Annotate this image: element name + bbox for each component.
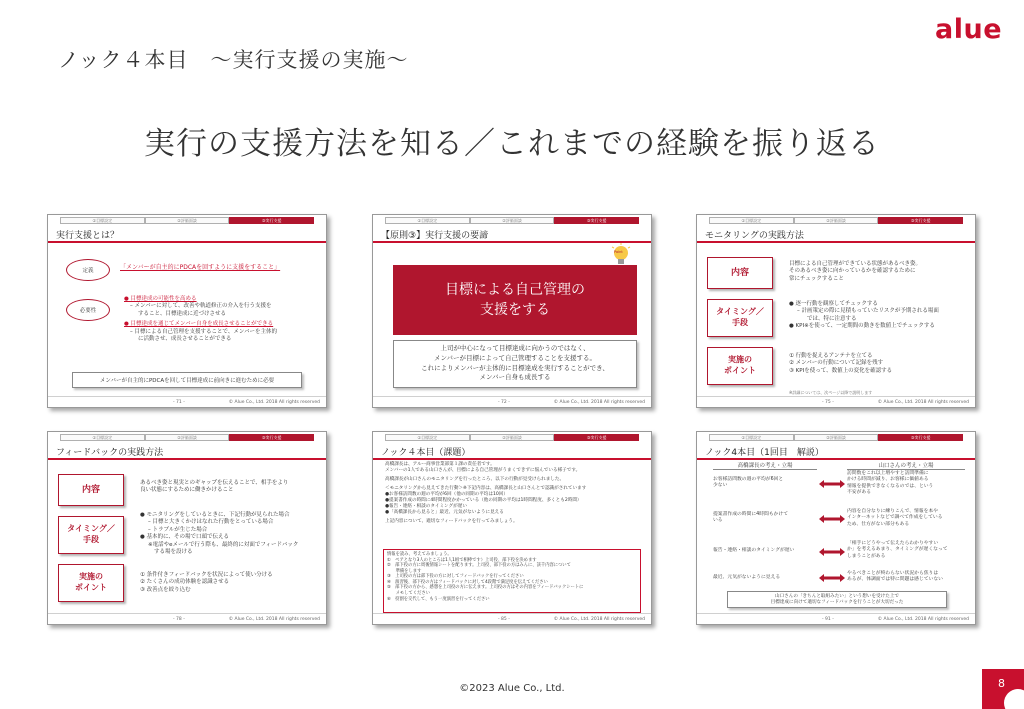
text-line: 常にチェックすること — [789, 275, 844, 282]
description-line: これによりメンバーが主体的に目標達成を実行することができ、 — [421, 363, 609, 372]
description-line: メンバー自身も成長する — [479, 373, 551, 382]
sub-bullet: に活動させ、成長させることができる — [138, 336, 232, 343]
text-line: あるが、体調面では特に問題は感じていない — [847, 577, 943, 583]
text-line: 上記内容について、適切なフィードバックを行ってみましょう。 — [385, 518, 518, 524]
point-text — [140, 572, 273, 594]
slide-thumbnail-78[interactable] — [47, 431, 327, 625]
text-line: 高橋課長は、アルー商事営業部第１課の責任者です。 — [385, 462, 495, 467]
slide-footer — [48, 396, 326, 407]
corner-arc — [1004, 689, 1024, 709]
member-view-1 — [847, 471, 933, 497]
text-line: インターネットなどで調べて作成をしている — [847, 515, 943, 521]
slide-tabs — [60, 434, 314, 441]
text-line: ① 条件付きフィードバックを状況によって使い分ける — [140, 572, 273, 578]
double-arrow-icon — [819, 515, 845, 523]
slide-title: 実行支援とは？ — [56, 231, 120, 241]
text-line: いる — [713, 518, 723, 524]
content-box: 内容 — [58, 474, 124, 506]
text-line: あるべき姿と現実とのギャップを伝えることで、相手をより — [140, 480, 289, 486]
exercise-instructions-box — [383, 549, 641, 613]
slide-footer — [697, 396, 975, 407]
manager-view-4 — [713, 575, 780, 581]
member-view-4 — [847, 571, 943, 584]
text-line: 情報を提供できなくなるのでは、という — [847, 483, 934, 489]
text-line: ため、仕方がない部分もある — [847, 521, 910, 527]
slide-page-number: - 72 - — [498, 400, 510, 405]
timing-label: 手段 — [83, 535, 99, 544]
slide-tabs — [709, 434, 963, 441]
sub-bullet: – 目標による自己管理を支援することで、メンバーを主体的 — [130, 328, 278, 335]
slide-title: 【原則③】実行支援の要諦 — [381, 231, 489, 241]
slide-page-number: - 78 - — [173, 617, 185, 622]
slide-copyright: © Alue Co., Ltd. 2018 All rights reserved — [877, 617, 969, 622]
bullet: ● 目標達成の可能性を高める — [124, 296, 197, 302]
text-line: か」を考えるあまり、タイミングが遅くなって — [847, 547, 948, 553]
summary-box: メンバーが自主的にPDCAを回して目標達成に前向きに進むために必要 — [72, 372, 302, 388]
point-label: 実施の — [728, 355, 752, 365]
slide-title: ノック４本目（課題） — [381, 448, 471, 458]
text-line: ③ 上司役の方は部下役の方に対してフィードバックを行ってください — [387, 574, 524, 580]
tab-evaluation: ②評価面談 — [794, 434, 879, 441]
timing-text — [789, 301, 939, 331]
necessity-label: 必要性 — [66, 299, 110, 321]
point-box — [58, 564, 124, 602]
title-divider — [48, 458, 326, 460]
double-arrow-icon — [819, 574, 845, 582]
text-line: ●提案書作成の時間に4時間程度かかっている（他の同期の平均は1時間程度、多くとも2時間） — [385, 497, 582, 503]
slide-page-number: - 71 - — [173, 400, 185, 405]
slide-copyright: © Alue Co., Ltd. 2018 All rights reserved — [228, 400, 320, 405]
slide-thumbnail-72[interactable] — [372, 214, 652, 408]
member-view-2 — [847, 509, 943, 528]
slide-thumbnail-75[interactable] — [696, 214, 976, 408]
text-line: 内容を自分なりに練りこんで、情報を本や — [847, 509, 939, 514]
tab-evaluation: ②評価面談 — [470, 434, 555, 441]
slide-title: ノック4本目（1回目 解説） — [705, 448, 824, 458]
title-divider — [48, 241, 326, 243]
text-line: – 目標と大きくかけはなれた行動をとっている場合 — [148, 519, 274, 526]
tab-goal-setting: ①目標設定 — [709, 434, 794, 441]
timing-box — [58, 516, 124, 554]
description-line: メンバーが目標によって自己管理することを支援する。 — [433, 353, 597, 362]
tab-evaluation: ②評価面談 — [794, 217, 879, 224]
text-line: 不安がある — [847, 490, 871, 496]
tab-execution-support: ③実行支援 — [229, 217, 314, 224]
bullet: ● 目標達成を通じてメンバー自身を成長させることができる — [124, 321, 274, 328]
tab-execution-support: ③実行支援 — [554, 434, 639, 441]
text-line: ●「高橋課長から見ると」最近、元気がないように見える — [385, 509, 504, 515]
lightbulb-icon — [611, 243, 631, 267]
text-line: 「相手にどうやって伝えたらわかりやすい — [847, 541, 939, 546]
text-line: メモしてください — [387, 591, 430, 597]
slide-thumbnail-71[interactable] — [47, 214, 327, 408]
column-header-manager: 高橋課長の考え・立場 — [713, 461, 817, 470]
text-line: ② 部下役の方に周後情報シートを配ります。上司役、部下役の方はみんに、該千内容について — [387, 563, 571, 569]
text-line: ⑥ 役割を交代して、もう一度演習を行ってください — [387, 596, 490, 602]
slide-title: フィードバックの実践方法 — [56, 448, 164, 458]
text-line: やるべきことが終わらない状況から焦りは — [847, 571, 939, 576]
slide-thumbnail-91[interactable] — [696, 431, 976, 625]
text-line: ① ペアとなり3人のところは1人1組で相棒です）上司役、部下役を決めます — [387, 557, 537, 563]
necessity-text — [124, 296, 277, 344]
headline: 実行の支援方法を知る／これまでの経験を振り返る — [144, 126, 880, 162]
text-line: – トラブルが生じた場合 — [148, 526, 208, 533]
copyright: ©2023 Alue Co., Ltd. — [459, 683, 565, 694]
point-text — [789, 353, 892, 375]
text-line: – 計画策定の際に見積もっていたリスクが予期される場面 — [797, 308, 939, 315]
text-line: 目標達成に向けて適切なフィードバックを行うことが大切だった — [770, 599, 904, 605]
description-box — [393, 340, 637, 388]
text-line: 準備をします — [387, 568, 422, 574]
tab-execution-support: ③実行支援 — [229, 434, 314, 441]
footnote: ※詳細については、次ページ以降で説明します — [789, 390, 873, 395]
page-number-badge — [982, 669, 1024, 709]
tab-goal-setting: ①目標設定 — [385, 434, 470, 441]
text-line: ●報告・連絡・相談のタイミングが遅い — [385, 503, 467, 509]
manager-view-3 — [713, 548, 794, 554]
text-line: しまうことがある — [847, 553, 886, 559]
member-view-3 — [847, 541, 948, 560]
point-box — [707, 347, 773, 385]
main-message-line: 支援をする — [480, 302, 550, 318]
column-header-member: 山口さんの考え・立場 — [847, 461, 965, 470]
tab-execution-support: ③実行支援 — [878, 434, 963, 441]
slide-title: モニタリングの実践方法 — [705, 231, 804, 241]
double-arrow-icon — [819, 548, 845, 556]
timing-label: 手段 — [732, 318, 748, 327]
tab-evaluation: ②評価面談 — [145, 217, 230, 224]
definition-label: 定義 — [66, 259, 110, 281]
title-divider — [373, 241, 651, 243]
text-line: ＜モニタリングから見えてきた行動＞※下記内容は、高橋課長と山口さんとで認識がされています — [385, 485, 587, 491]
text-line: ● KPI※を使って、一定期間の動きを数値上でチェックする — [789, 323, 935, 330]
definition-text: 「メンバーが自主的にPDCAを回すように支援をすること」 — [120, 264, 281, 271]
text-line: ④ 演習後、部下役の方はフィードバックに対して4段階で満足度を伝えてください — [387, 579, 548, 585]
main-message-line: 目標による自己管理の — [445, 281, 585, 298]
slide-tabs — [385, 434, 639, 441]
page-title: ノック４本目 〜実行支援の実施〜 — [58, 48, 409, 72]
timing-label: タイミング／ — [67, 524, 115, 534]
sub-bullet: – メンバーに対して、改善や軌道修正の介入を行う支援を — [130, 303, 272, 310]
timing-label: タイミング／ — [716, 307, 764, 317]
text-line: 訪問数をこれ以上増やすと訪問準備に — [847, 471, 929, 476]
double-arrow-icon — [819, 480, 845, 488]
slide-tabs — [709, 217, 963, 224]
text-line: ● 逐一行動を観察してチェックする — [789, 301, 878, 307]
text-line: 高橋課長が山口さんのモニタリングを行ったところ、以下の行動が見受けられました。 — [385, 476, 565, 482]
manager-view-2 — [713, 512, 788, 525]
text-line: ① 行動を捉えるアンテナを立てる — [789, 353, 873, 359]
text-line: 良い状態にするために働きかけること — [140, 487, 234, 494]
manager-view-1 — [713, 477, 783, 490]
sub-bullet: すること、目標達成に近づけさせる — [138, 310, 227, 317]
text-line: 山口さんの「きちんと取組みたい」という想いを受けた上で — [774, 593, 900, 599]
text-line: ※電話やeメールで行う際も、最終的に対面でフィードバック — [148, 541, 299, 548]
text-line: ② メンバーの行動について記録を残す — [789, 360, 884, 367]
slide-page-number: - 85 - — [498, 617, 510, 622]
slide-tabs — [60, 217, 314, 224]
slide-copyright: © Alue Co., Ltd. 2018 All rights reserved — [877, 400, 969, 405]
text-line: ● モニタリングをしているときに、下記行動が見られた場合 — [140, 512, 290, 518]
content-text — [140, 480, 288, 495]
case-text — [385, 462, 586, 525]
tab-goal-setting: ①目標設定 — [709, 217, 794, 224]
tab-execution-support: ③実行支援 — [878, 217, 963, 224]
point-label: ポイント — [75, 583, 107, 592]
tab-evaluation: ②評価面談 — [470, 217, 555, 224]
page-number: 8 — [998, 677, 1005, 690]
text-line: 目標による自己管理ができている状態があるべき姿。 — [789, 261, 922, 267]
timing-box — [707, 299, 773, 337]
title-divider — [697, 458, 975, 460]
slide-footer — [373, 613, 651, 624]
summary-box — [727, 591, 947, 608]
text-line: お客様訪問数の週の平均が6回と — [713, 477, 784, 482]
tab-goal-setting: ①目標設定 — [60, 217, 145, 224]
text-line: メンバーの1人である山口さんが、目標による自己管理がうまくできずに悩んでいる様子です。 — [385, 467, 581, 473]
title-divider — [373, 458, 651, 460]
timing-text — [140, 512, 298, 557]
tab-goal-setting: ①目標設定 — [60, 434, 145, 441]
text-line: 最近、元気がないように見える — [713, 575, 781, 580]
text-line: 少ない — [713, 483, 728, 489]
text-line: ●お客様訪問数の週の平均が6回（他の同期の平均は10回） — [385, 491, 509, 497]
slide-footer — [697, 613, 975, 624]
text-line: ③ 改善点を絞り込む — [140, 586, 191, 593]
content-box: 内容 — [707, 257, 773, 289]
point-label: 実施の — [79, 572, 103, 582]
text-line: 提案書作成の時間に4時間もかけて — [713, 512, 789, 517]
slide-page-number: - 75 - — [822, 400, 834, 405]
slide-page-number: - 91 - — [822, 617, 834, 622]
slide-thumbnail-85[interactable] — [372, 431, 652, 625]
tab-execution-support: ③実行支援 — [554, 217, 639, 224]
content-text — [789, 261, 921, 283]
slide-copyright: © Alue Co., Ltd. 2018 All rights reserved — [553, 400, 645, 405]
text-line: ③ KPIを使って、数値上の変化を確認する — [789, 367, 893, 374]
tab-evaluation: ②評価面談 — [145, 434, 230, 441]
text-line: する場を設ける — [154, 549, 193, 556]
slide-copyright: © Alue Co., Ltd. 2018 All rights reserved — [228, 617, 320, 622]
title-divider — [697, 241, 975, 243]
slide-footer — [373, 396, 651, 407]
point-label: ポイント — [724, 366, 756, 375]
alue-logo: alue — [935, 14, 1003, 45]
text-line: ⑤ 部下役の方から、感想を上司役の方に伝えます。上司役の方はその内容をフィードバックシートに — [387, 585, 584, 591]
text-line: では、特に注意する — [807, 315, 857, 322]
slide-copyright: © Alue Co., Ltd. 2018 All rights reserved — [553, 617, 645, 622]
text-line: 情報を読み、考えてみましょう。 — [387, 552, 452, 557]
slide-tabs — [385, 217, 639, 224]
text-line: ● 基本的に、その場で口頭で伝える — [140, 534, 230, 541]
point-label: Point — [614, 250, 623, 254]
slide-footer — [48, 613, 326, 624]
text-line: かける時間が減り、お客様に価値ある — [847, 477, 929, 483]
text-line: そのあるべき姿に向かっているかを確認するために — [789, 268, 916, 275]
text-line: 報告・連絡・相談のタイミングが遅い — [713, 548, 795, 553]
text-line: ② たくさんの成功体験を認識させる — [140, 579, 230, 586]
tab-goal-setting: ①目標設定 — [385, 217, 470, 224]
main-message-box — [393, 265, 637, 335]
description-line: 上司が中心になって目標達成に向かうのではなく、 — [440, 344, 590, 352]
